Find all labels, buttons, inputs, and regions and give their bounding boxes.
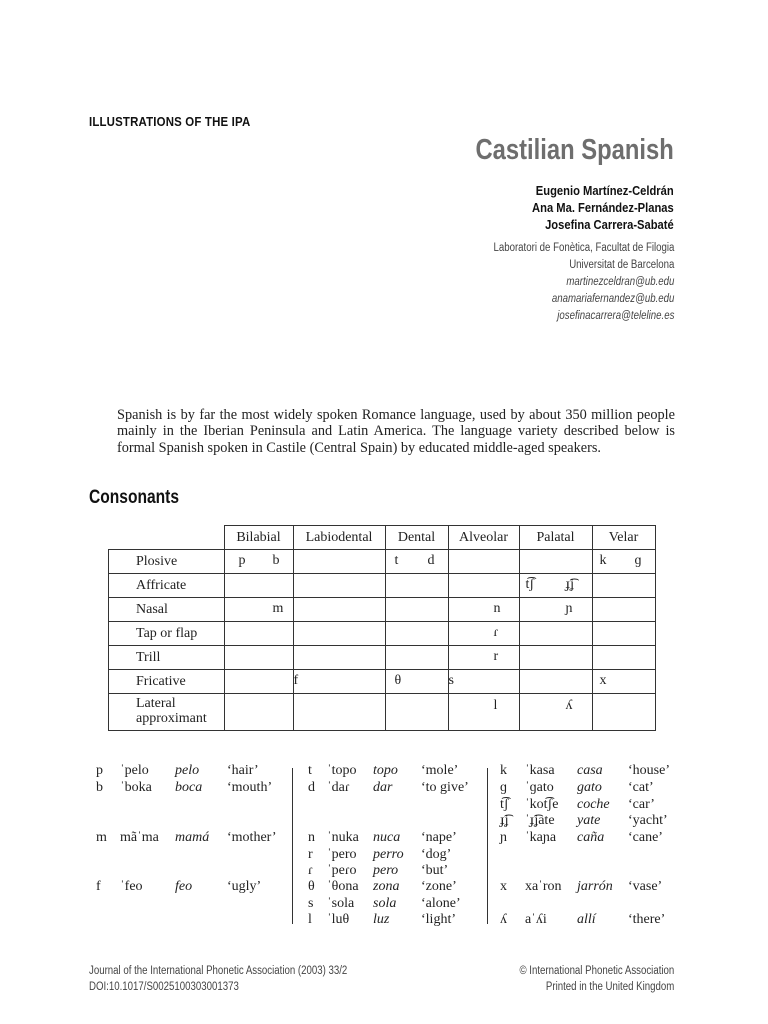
example-sym: k	[500, 763, 507, 778]
table-cell	[592, 670, 655, 694]
table-cell	[385, 694, 448, 731]
affiliation-line: Laboratori de Fonètica, Facultat de Filogia	[493, 242, 674, 254]
example-sym: ʎ	[500, 912, 507, 927]
table-cell	[448, 670, 519, 694]
example-sym: b	[96, 780, 103, 795]
example-ipa: ˈpero	[327, 847, 357, 862]
phoneme-symbol: ɾ	[493, 625, 499, 640]
table-cell	[224, 550, 293, 574]
column-divider	[292, 768, 293, 924]
example-sym: θ	[308, 879, 315, 894]
example-ipa: ˈkasa	[525, 763, 555, 778]
phoneme-symbol: ɡ	[634, 553, 642, 568]
column-header: Bilabial	[224, 526, 293, 550]
example-word: nuca	[373, 830, 401, 845]
abstract-paragraph: Spanish is by far the most widely spoken Romance language, used by about 350 million people mainly in the Iberian Peninsula and Latin America. The language variety described below is formal Spanish spoken in Castile (Central Spain) by educated middle-aged speakers.	[117, 407, 675, 456]
table-cell	[448, 694, 519, 731]
example-gloss: ‘mother’	[227, 830, 277, 845]
example-gloss: ‘zone’	[421, 879, 457, 894]
example-word: luz	[373, 912, 390, 927]
example-sym: t͡ʃ	[500, 797, 509, 812]
example-gloss: ‘car’	[628, 797, 655, 812]
example-gloss: ‘cane’	[628, 830, 663, 845]
example-gloss: ‘cat’	[628, 780, 654, 795]
table-cell	[519, 694, 592, 731]
example-word: dar	[373, 780, 393, 795]
example-gloss: ‘ugly’	[227, 879, 262, 894]
example-ipa: ˈθona	[327, 879, 359, 894]
author-list	[532, 182, 674, 233]
example-word: coche	[577, 797, 610, 812]
example-sym: ɡ	[500, 780, 507, 795]
example-gloss: ‘hair’	[227, 763, 259, 778]
example-ipa: xaˈron	[525, 879, 562, 894]
row-label: Nasal	[109, 598, 225, 622]
example-sym: r	[308, 847, 313, 862]
phoneme-symbol: t͡ʃ	[525, 577, 535, 592]
consonant-table	[108, 525, 656, 731]
example-sym: s	[308, 896, 314, 911]
example-ipa: ˈboka	[120, 780, 152, 795]
phoneme-symbol: r	[493, 649, 499, 664]
table-cell	[385, 574, 448, 598]
example-ipa: ˈtopo	[327, 763, 357, 778]
example-gloss: ‘nape’	[421, 830, 457, 845]
paper-title: Castilian Spanish	[475, 134, 674, 166]
table-cell	[224, 574, 293, 598]
example-word: jarrón	[577, 879, 613, 894]
copyright-text: © International Phonetic Association	[519, 965, 674, 977]
example-gloss: ‘vase’	[628, 879, 663, 894]
table-cell	[224, 646, 293, 670]
column-header: Palatal	[519, 526, 592, 550]
phoneme-symbol: d	[427, 553, 435, 568]
example-sym: ɟ͡ʝ	[500, 813, 509, 828]
example-gloss: ‘light’	[421, 912, 456, 927]
example-sym: l	[308, 912, 312, 927]
table-cell	[224, 622, 293, 646]
example-sym: x	[500, 879, 507, 894]
row-label: Plosive	[109, 550, 225, 574]
example-ipa: mãˈma	[120, 830, 159, 845]
phoneme-symbol: s	[448, 673, 454, 688]
table-row	[109, 574, 656, 598]
example-ipa: ˈluθ	[327, 912, 350, 927]
table-cell	[385, 646, 448, 670]
table-cell	[448, 574, 519, 598]
row-label: Affricate	[109, 574, 225, 598]
example-ipa: ˈsola	[327, 896, 355, 911]
example-sym: t	[308, 763, 312, 778]
example-gloss: ‘but’	[421, 863, 449, 878]
example-gloss: ‘there’	[628, 912, 666, 927]
example-ipa: ˈkot͡ʃe	[525, 797, 559, 812]
example-gloss: ‘mouth’	[227, 780, 273, 795]
table-cell	[519, 598, 592, 622]
column-header: Dental	[385, 526, 448, 550]
table-cell	[592, 550, 655, 574]
table-cell	[519, 646, 592, 670]
table-cell	[385, 622, 448, 646]
table-cell	[293, 646, 385, 670]
row-label	[109, 694, 225, 731]
example-gloss: ‘mole’	[421, 763, 459, 778]
table-cell	[293, 670, 385, 694]
phoneme-symbol: ɟ͡ʝ	[565, 577, 575, 592]
example-ipa: ˈpelo	[120, 763, 149, 778]
row-label: Trill	[109, 646, 225, 670]
table-corner	[109, 526, 225, 550]
example-sym: ɲ	[500, 830, 507, 845]
example-word: caña	[577, 830, 605, 845]
phoneme-symbol: f	[293, 673, 299, 688]
table-cell	[592, 574, 655, 598]
table-cell	[385, 598, 448, 622]
example-ipa: ˈpeɾo	[327, 863, 357, 878]
section-heading: Consonants	[89, 487, 180, 508]
phoneme-symbol: n	[493, 601, 501, 616]
example-ipa: ˈɡato	[525, 780, 554, 795]
phoneme-symbol: x	[599, 673, 607, 688]
example-word: zona	[373, 879, 400, 894]
table-cell	[224, 598, 293, 622]
table-header-row	[109, 526, 656, 550]
example-word: perro	[373, 847, 404, 862]
example-sym: ɾ	[308, 863, 313, 878]
example-ipa: ˈnuka	[327, 830, 359, 845]
example-gloss: ‘house’	[628, 763, 670, 778]
example-ipa: ˈdaɾ	[327, 780, 350, 795]
example-ipa: aˈʎi	[525, 912, 547, 927]
author-name: Josefina Carrera-Sabaté	[545, 217, 674, 232]
example-word: pelo	[175, 763, 200, 778]
table-row	[109, 598, 656, 622]
table-cell	[592, 598, 655, 622]
row-label-line: Lateral	[136, 696, 176, 711]
author-name: Eugenio Martínez-Celdrán	[536, 183, 674, 198]
example-word: allí	[577, 912, 596, 927]
table-cell	[592, 646, 655, 670]
example-word: boca	[175, 780, 203, 795]
affiliation-block	[493, 240, 674, 325]
table-cell	[293, 694, 385, 731]
table-row	[109, 550, 656, 574]
table-cell	[385, 550, 448, 574]
table-row	[109, 646, 656, 670]
phoneme-symbol: ɲ	[565, 601, 573, 616]
phoneme-symbol: t	[394, 553, 399, 568]
phoneme-symbol: b	[272, 553, 280, 568]
table-cell	[448, 622, 519, 646]
column-header: Labiodental	[293, 526, 385, 550]
doi-text: DOI:10.1017/S0025100303001373	[89, 981, 239, 993]
row-label: Fricative	[109, 670, 225, 694]
table-cell	[448, 598, 519, 622]
example-gloss: ‘yacht’	[628, 813, 668, 828]
phoneme-symbol: k	[599, 553, 607, 568]
phoneme-symbol: l	[493, 698, 498, 713]
table-row	[109, 694, 656, 731]
table-row	[109, 622, 656, 646]
email-link[interactable]: martinezceldran@ub.edu	[565, 276, 674, 288]
author-name: Ana Ma. Fernández-Planas	[532, 200, 674, 215]
table-cell	[519, 670, 592, 694]
example-sym: p	[96, 763, 103, 778]
example-word: sola	[373, 896, 397, 911]
table-cell	[448, 550, 519, 574]
table-cell	[519, 550, 592, 574]
column-header: Velar	[592, 526, 655, 550]
example-word: topo	[373, 763, 398, 778]
table-cell	[519, 622, 592, 646]
email-link[interactable]: josefinacarrera@teleline.es	[556, 310, 674, 322]
table-cell	[592, 694, 655, 731]
journal-citation: Journal of the International Phonetic Association (2003) 33/2	[89, 965, 348, 977]
table-cell	[293, 574, 385, 598]
example-word: pero	[373, 863, 399, 878]
example-ipa: ˈɟ͡ʝate	[525, 813, 555, 828]
phoneme-symbol: θ	[394, 673, 402, 688]
table-cell	[293, 622, 385, 646]
example-gloss: ‘alone’	[421, 896, 461, 911]
table-cell	[224, 670, 293, 694]
example-ipa: ˈkaɲa	[525, 830, 557, 845]
example-sym: d	[308, 780, 315, 795]
table-cell	[224, 694, 293, 731]
column-header: Alveolar	[448, 526, 519, 550]
row-label-line: approximant	[136, 711, 207, 726]
example-ipa: ˈfeo	[120, 879, 143, 894]
table-cell	[293, 598, 385, 622]
example-sym: m	[96, 830, 107, 845]
column-divider	[487, 768, 488, 924]
phoneme-symbol: m	[272, 601, 284, 616]
example-word: gato	[577, 780, 602, 795]
table-row	[109, 670, 656, 694]
email-link[interactable]: anamariafernandez@ub.edu	[551, 293, 674, 305]
series-label: ILLUSTRATIONS OF THE IPA	[89, 114, 251, 129]
table-cell	[385, 670, 448, 694]
affiliation-line: Universitat de Barcelona	[568, 259, 674, 271]
footer-journal	[89, 963, 347, 995]
example-sym: f	[96, 879, 101, 894]
printed-text: Printed in the United Kingdom	[545, 981, 674, 993]
example-sym: n	[308, 830, 315, 845]
example-word: mamá	[175, 830, 210, 845]
row-label: Tap or flap	[109, 622, 225, 646]
phoneme-symbol: p	[238, 553, 246, 568]
table-cell	[519, 574, 592, 598]
table-cell	[592, 622, 655, 646]
example-gloss: ‘dog’	[421, 847, 452, 862]
table-cell	[448, 646, 519, 670]
example-gloss: ‘to give’	[421, 780, 469, 795]
table-cell	[293, 550, 385, 574]
example-word: casa	[577, 763, 603, 778]
example-word: feo	[175, 879, 193, 894]
phoneme-symbol: ʎ	[565, 698, 573, 713]
footer-copyright	[519, 963, 674, 995]
example-word: yate	[577, 813, 601, 828]
